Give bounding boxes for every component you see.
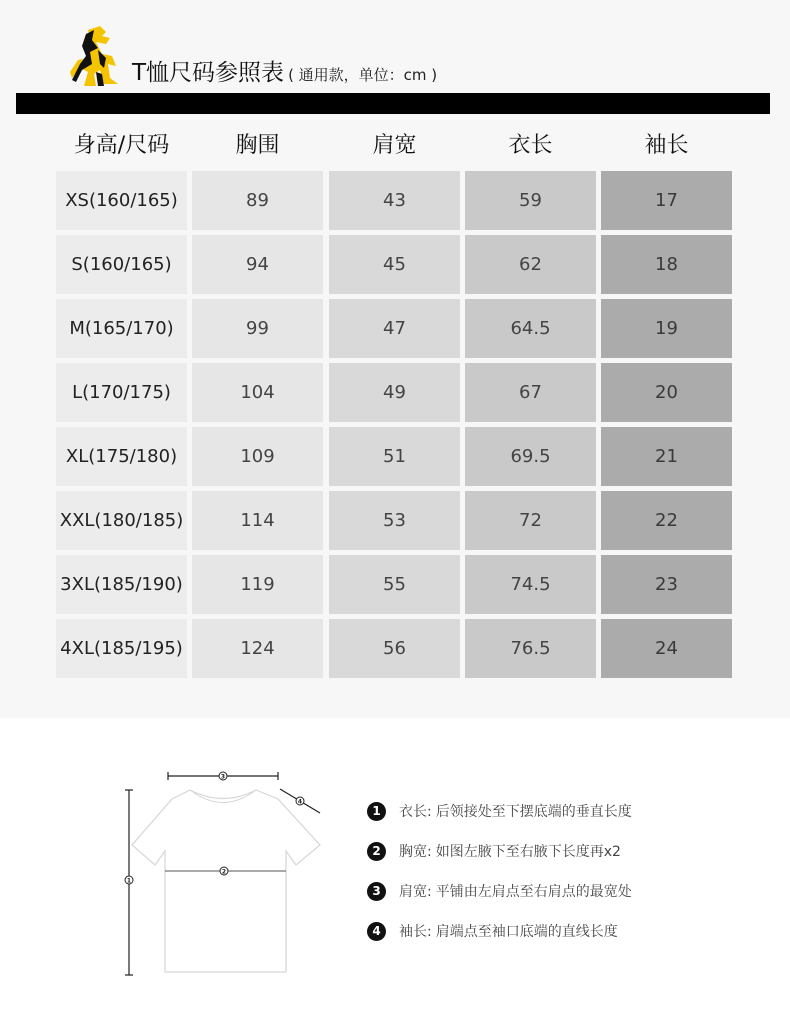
- page-subtitle: ( 通用款，单位：cm ): [288, 66, 438, 84]
- title-block: [132, 54, 437, 88]
- length-cell: 64.5: [465, 299, 596, 358]
- column-header-length: 衣长: [508, 133, 553, 158]
- marker-3-label: 3: [220, 773, 226, 781]
- marker-2-label: 2: [221, 868, 227, 876]
- size-cell: XS(160/165): [56, 171, 187, 230]
- shoulder-cell: 51: [329, 427, 460, 486]
- title-divider-bar: [16, 93, 770, 114]
- sleeve-cell: 23: [601, 555, 732, 614]
- column-header-shoulder: 肩宽: [372, 133, 417, 158]
- size-cell: 3XL(185/190): [56, 555, 187, 614]
- legend-number-3-icon: 3: [367, 882, 386, 901]
- legend-number-1-icon: 1: [367, 802, 386, 821]
- sleeve-cell: 22: [601, 491, 732, 550]
- size-cell: S(160/165): [56, 235, 187, 294]
- legend-item-length: [367, 800, 632, 822]
- length-cell: 62: [465, 235, 596, 294]
- length-cell: 67: [465, 363, 596, 422]
- legend-item-chest: [367, 840, 621, 862]
- sleeve-cell: 19: [601, 299, 732, 358]
- tshirt-measurement-diagram: [110, 765, 330, 985]
- chest-cell: 124: [192, 619, 323, 678]
- size-cell: XXL(180/185): [56, 491, 187, 550]
- brand-logo-icon: [66, 24, 124, 90]
- chest-cell: 119: [192, 555, 323, 614]
- length-cell: 59: [465, 171, 596, 230]
- sleeve-cell: 24: [601, 619, 732, 678]
- chest-cell: 99: [192, 299, 323, 358]
- tshirt-outline: [132, 790, 320, 972]
- chest-cell: 94: [192, 235, 323, 294]
- marker-1-label: 1: [126, 877, 132, 885]
- page-title: T恤尺码参照表: [132, 60, 285, 86]
- column-header-chest: 胸围: [235, 133, 280, 158]
- legend-label: 肩宽:: [399, 884, 432, 900]
- chest-cell: 114: [192, 491, 323, 550]
- length-cell: 69.5: [465, 427, 596, 486]
- shoulder-cell: 53: [329, 491, 460, 550]
- legend-description: 平铺由左肩点至右肩点的最宽处: [435, 884, 632, 900]
- legend-label: 胸宽:: [399, 844, 432, 860]
- length-cell: 76.5: [465, 619, 596, 678]
- chest-cell: 104: [192, 363, 323, 422]
- column-header-size: 身高/尺码: [73, 133, 170, 158]
- legend-description: 后领接处至下摆底端的垂直长度: [435, 804, 632, 820]
- sleeve-cell: 17: [601, 171, 732, 230]
- legend-label: 袖长:: [399, 924, 432, 940]
- sleeve-cell: 21: [601, 427, 732, 486]
- size-cell: L(170/175): [56, 363, 187, 422]
- size-cell: M(165/170): [56, 299, 187, 358]
- shoulder-cell: 55: [329, 555, 460, 614]
- sleeve-cell: 20: [601, 363, 732, 422]
- shoulder-cell: 56: [329, 619, 460, 678]
- legend-number-2-icon: 2: [367, 842, 386, 861]
- legend-item-sleeve: [367, 920, 618, 942]
- marker-4-label: 4: [297, 798, 303, 806]
- column-header-sleeve: 袖长: [644, 133, 689, 158]
- legend-item-shoulder: [367, 880, 632, 902]
- shoulder-cell: 47: [329, 299, 460, 358]
- legend-description: 肩端点至袖口底端的直线长度: [435, 924, 618, 940]
- size-cell: XL(175/180): [56, 427, 187, 486]
- chest-cell: 89: [192, 171, 323, 230]
- chest-cell: 109: [192, 427, 323, 486]
- legend-description: 如图左腋下至右腋下长度再x2: [435, 844, 621, 860]
- length-cell: 72: [465, 491, 596, 550]
- sleeve-cell: 18: [601, 235, 732, 294]
- legend-label: 衣长:: [399, 804, 432, 820]
- shoulder-cell: 45: [329, 235, 460, 294]
- legend-number-4-icon: 4: [367, 922, 386, 941]
- shoulder-cell: 49: [329, 363, 460, 422]
- length-cell: 74.5: [465, 555, 596, 614]
- shoulder-cell: 43: [329, 171, 460, 230]
- size-cell: 4XL(185/195): [56, 619, 187, 678]
